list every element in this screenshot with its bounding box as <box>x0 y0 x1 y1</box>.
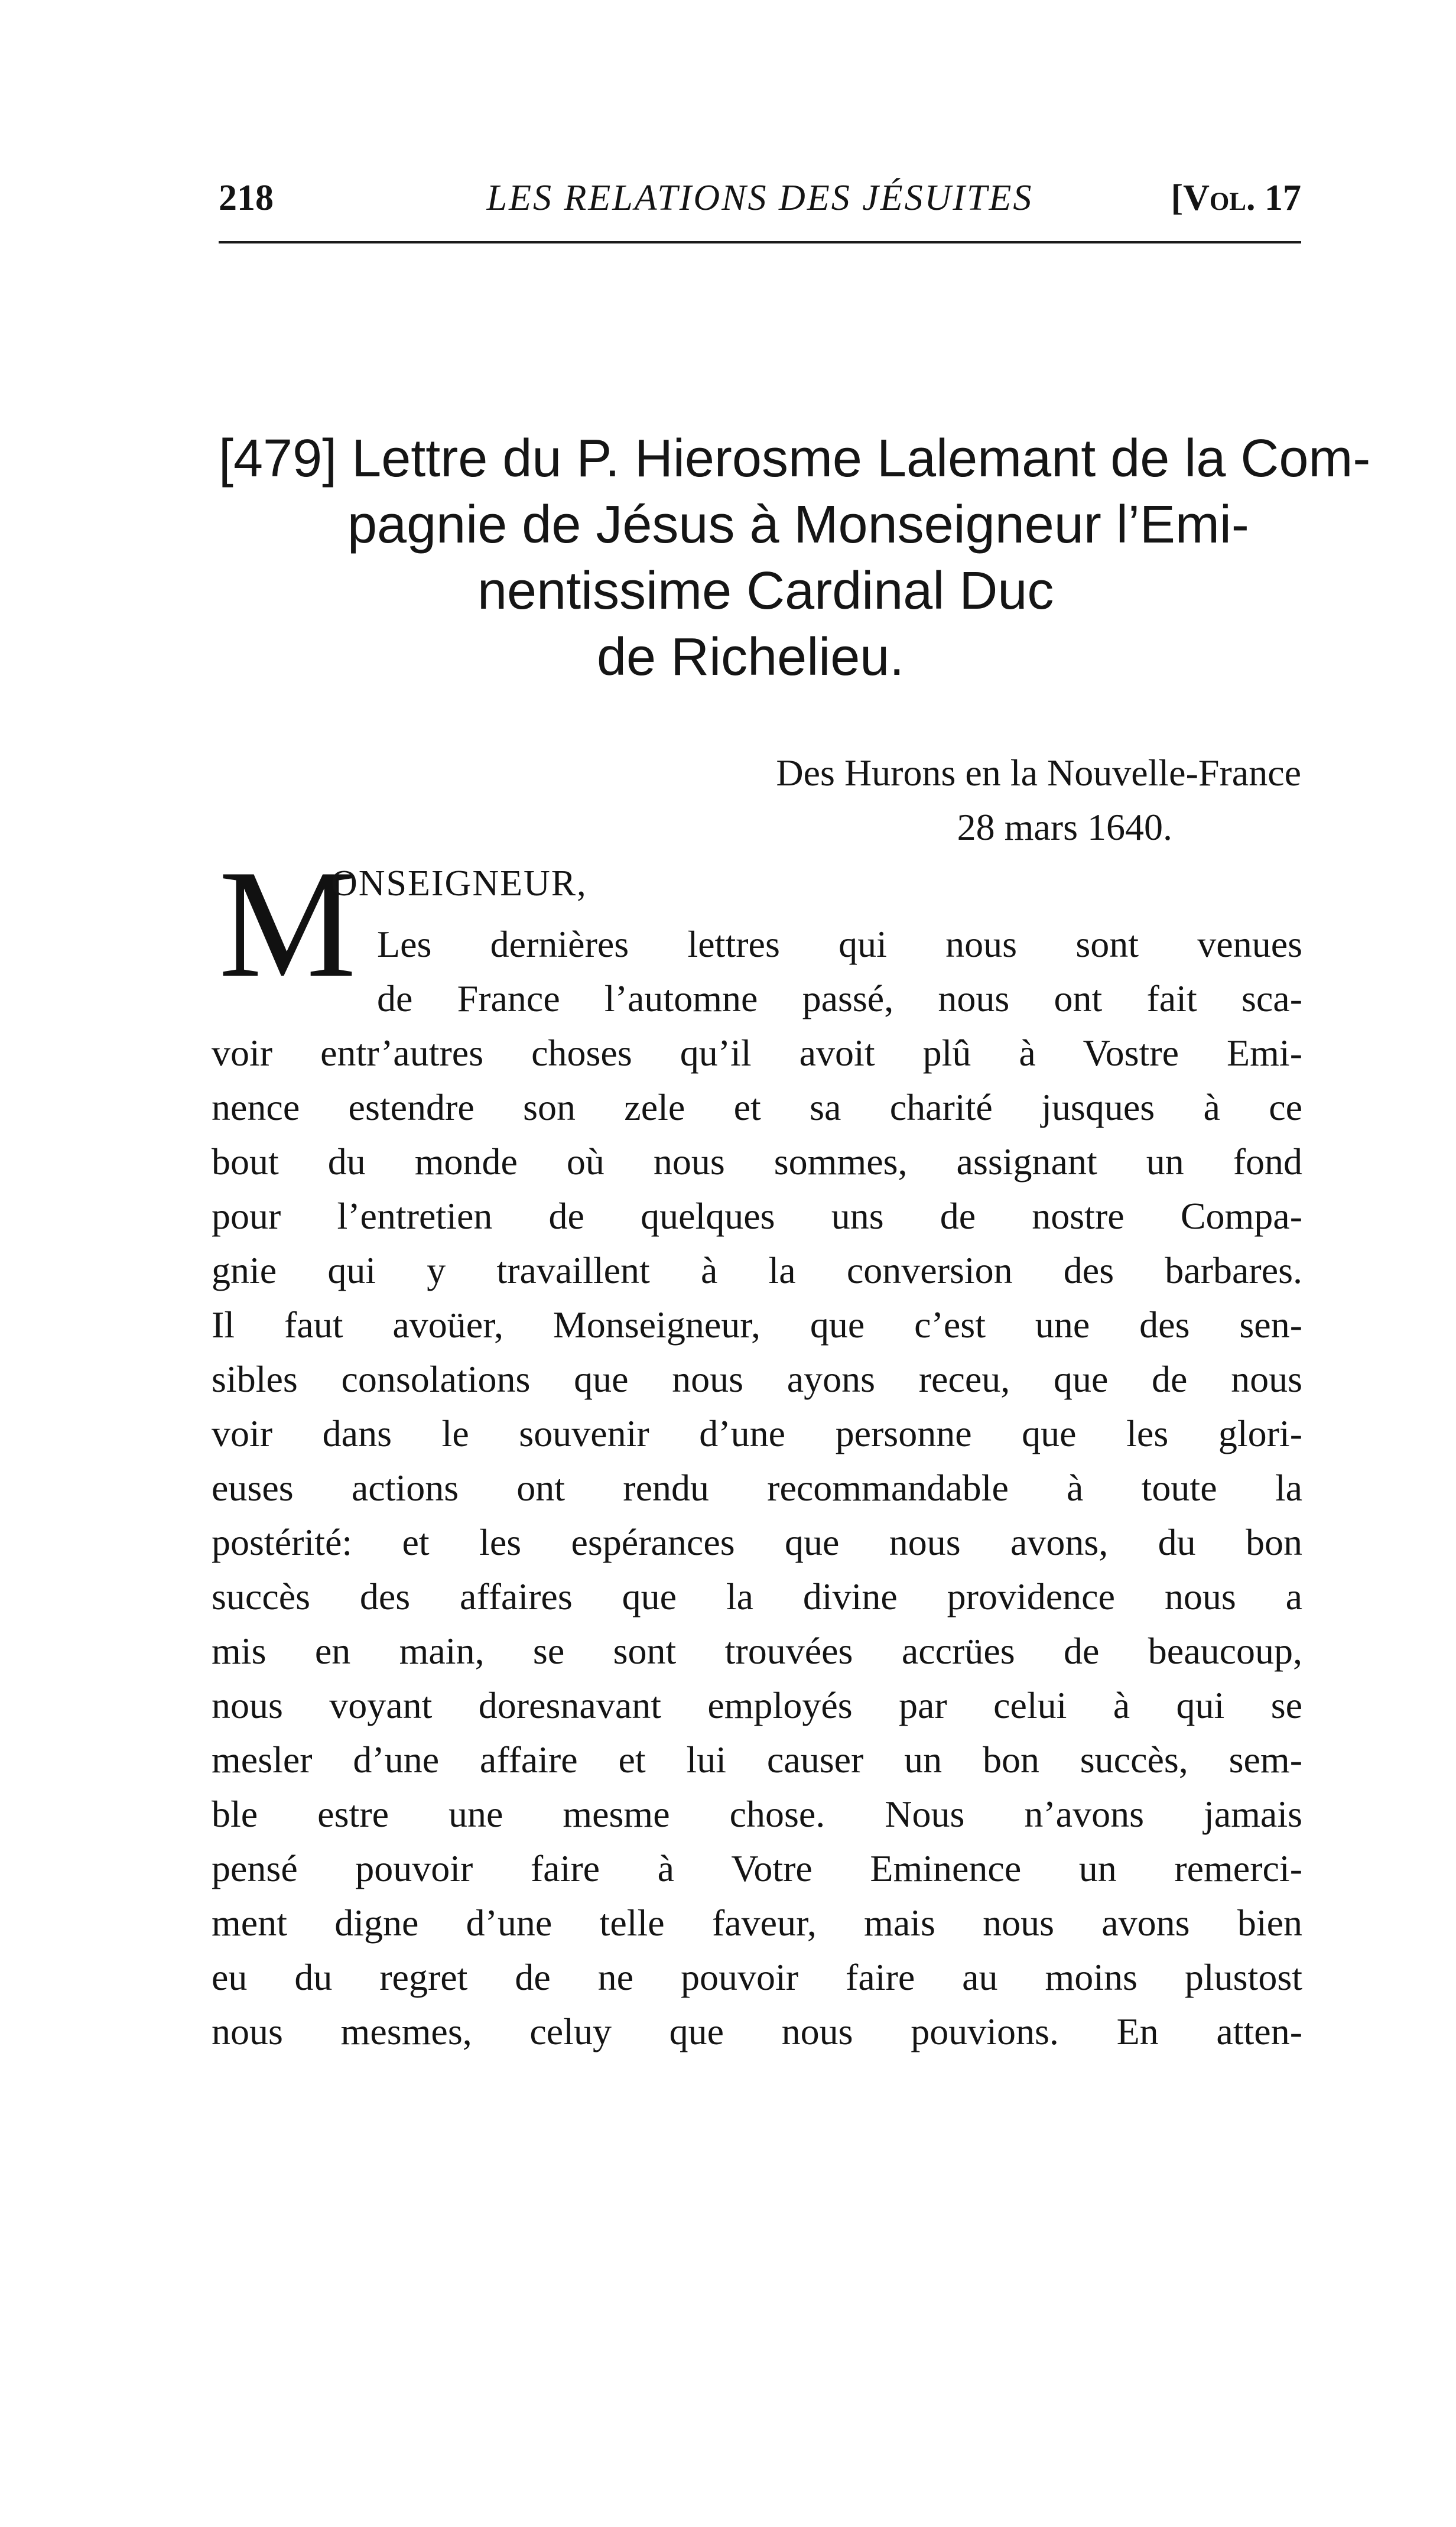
salutation: ONSEIGNEUR, <box>331 863 587 904</box>
body-line: voir entr’autres choses qu’il avoit plû à Vostre Emi- <box>212 1032 1302 1074</box>
body-line: mis en main, se sont trouvées accrües de beaucoup, <box>212 1630 1302 1672</box>
body-line: sibles consolations que nous ayons receu, que de nous <box>212 1358 1302 1400</box>
body-line: pensé pouvoir faire à Votre Eminence un remerci- <box>212 1847 1302 1889</box>
body-line: pour l’entretien de quelques uns de nostre Compa- <box>212 1195 1302 1237</box>
body-line: mesler d’une affaire et lui causer un bon succès, sem- <box>212 1739 1302 1781</box>
volume-label: [Vol. 17 <box>1171 178 1301 218</box>
body-line: succès des affaires que la divine providence nous a <box>212 1576 1302 1617</box>
running-title: LES RELATIONS DES JÉSUITES <box>486 178 1034 218</box>
dateline-date: 28 mars 1640. <box>957 806 1172 848</box>
body-line: gnie qui y travaillent à la conversion des barbares. <box>212 1249 1302 1291</box>
dateline <box>219 746 1301 855</box>
body-line: postérité: et les espérances que nous avons, du bon <box>212 1521 1302 1563</box>
dateline-place: Des Hurons en la Nouvelle-France <box>776 752 1301 794</box>
body-line: nous voyant doresnavant employés par celui à qui se <box>212 1684 1302 1726</box>
running-header <box>219 171 1301 225</box>
body-line: Il faut avoüer, Monseigneur, que c’est une des sen- <box>212 1304 1302 1346</box>
letter-body <box>212 917 1302 2059</box>
body-line: nence estendre son zele et sa charité jusques à ce <box>212 1086 1302 1128</box>
title-line: nentissime Cardinal Duc <box>477 561 1054 621</box>
body-line: voir dans le souvenir d’une personne que les glori- <box>212 1412 1302 1454</box>
header-rule <box>219 241 1301 243</box>
body-line: ment digne d’une telle faveur, mais nous avons bien <box>212 1902 1302 1944</box>
title-line: [479] Lettre du P. Hierosme Lalemant de la Com- <box>219 429 1371 488</box>
body-line: eu du regret de ne pouvoir faire au moins plustost <box>212 1956 1302 1998</box>
page-number: 218 <box>219 178 274 218</box>
body-line: Les dernières lettres qui nous sont venues <box>377 923 1302 965</box>
letter-title <box>219 426 1371 690</box>
body-line: bout du monde où nous sommes, assignant un fond <box>212 1141 1302 1183</box>
title-line: de Richelieu. <box>597 628 905 687</box>
title-line: pagnie de Jésus à Monseigneur l’Emi- <box>347 495 1249 554</box>
body-line: ble estre une mesme chose. Nous n’avons jamais <box>212 1793 1302 1835</box>
body-line: nous mesmes, celuy que nous pouvions. En atten- <box>212 2010 1302 2052</box>
drop-cap-initial: M <box>219 838 356 1009</box>
body-line: euses actions ont rendu recommandable à toute la <box>212 1467 1302 1509</box>
body-line: de France l’automne passé, nous ont fait sca- <box>377 977 1302 1019</box>
